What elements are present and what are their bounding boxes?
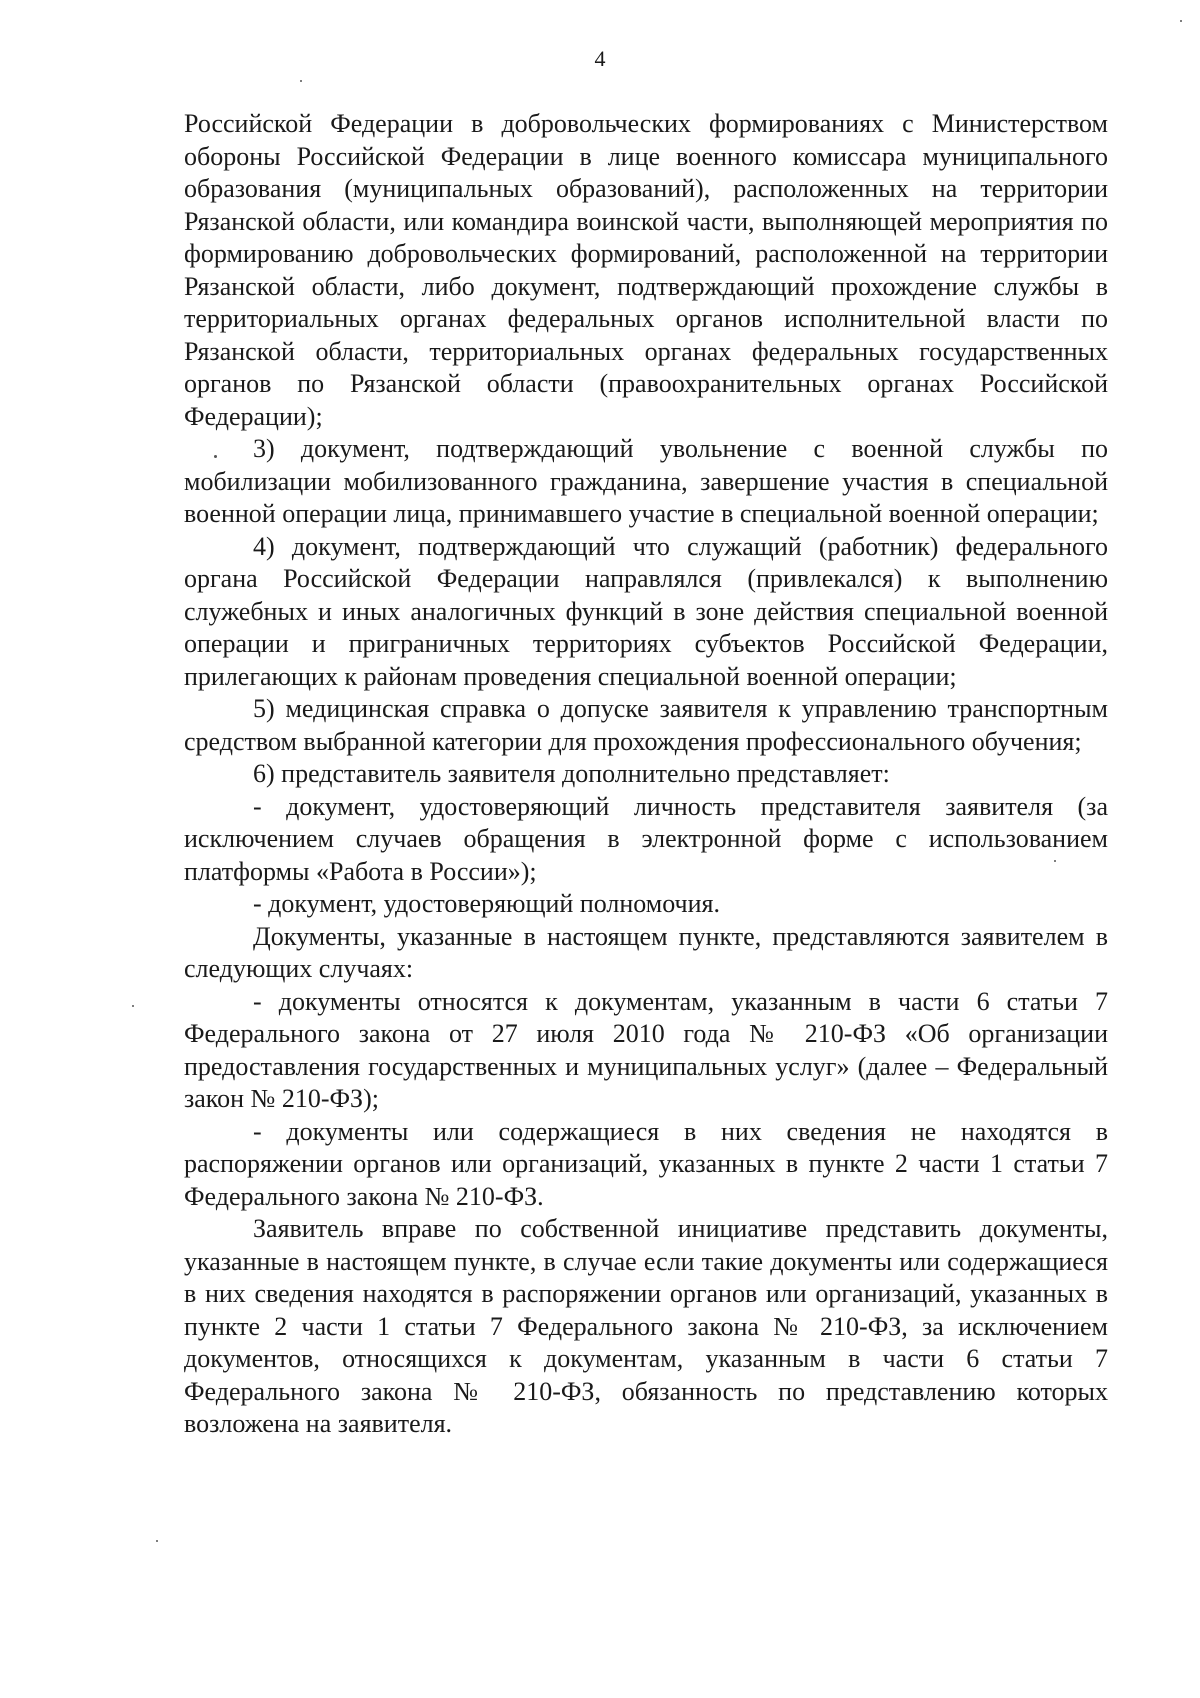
scan-speck [132, 1005, 134, 1007]
paragraph-documents-cases: Документы, указанные в настоящем пункте, представляются заявителем в следующих случаях: [184, 921, 1108, 983]
paragraph-applicant-initiative: Заявитель вправе по собственной инициативе представить документы, указанные в настоящем пункте, в случае если такие документы или содержащиеся в них сведения находятся в распоряжении органов или организаций, указанных в пункте 2 части 1 статьи 7 Федерального закона № 210-ФЗ, за исключением документов, относящихся к документам, указанным в части 6 статьи 7 Федерального закона № 210-ФЗ, обязанность по представлению которых возложена на заявителя. [184, 1214, 1108, 1438]
paragraph-dash-part-6: - документы относятся к документам, указанным в части 6 статьи 7 Федерального закона от 27 июля 2010 года № 210-ФЗ «Об организации предоставления государственных и муниципальных услуг» (далее – Федеральный закон № 210-ФЗ); [184, 986, 1108, 1113]
paragraph-dash-identity-document: - документ, удостоверяющий личность представителя заявителя (за исключением случаев обращения в электронной форме с использованием платформы «Работа в России»); [184, 791, 1108, 886]
scan-speck [214, 455, 217, 458]
paragraph-item-4: 4) документ, подтверждающий что служащий (работник) федерального органа Российской Федерации направлялся (привлекался) к выполнению служебных и иных аналогичных функций в зоне действия специальной военной операции и приграничных территориях субъектов Российской Федерации, прилегающих к районам проведения специальной военной операции; [184, 531, 1108, 691]
scan-speck [300, 80, 302, 82]
paragraph-dash-authority-document: - документ, удостоверяющий полномочия. [253, 889, 721, 918]
paragraph-item-6: 6) представитель заявителя дополнительно представляет: [253, 759, 890, 788]
scan-speck [1054, 860, 1056, 862]
paragraph-item-5: 5) медицинская справка о допуске заявителя к управлению транспортным средством выбранной категории для прохождения профессионального обучения; [184, 694, 1108, 756]
paragraph-dash-not-in-possession: - документы или содержащиеся в них сведения не находятся в распоряжении органов или организаций, указанных в пункте 2 части 1 статьи 7 Федерального закона № 210-ФЗ. [184, 1116, 1108, 1211]
paragraph-continuation: Российской Федерации в добровольческих формированиях с Министерством обороны Российской Федерации в лице военного комиссара муниципального образования (муниципальных образований), расположенных на территории Рязанской области, или командира воинской части, выполняющей мероприятия по формированию добровольческих формирований, расположенной на территории Рязанской области, либо документ, подтверждающий прохождение службы в территориальных органах федеральных органов исполнительной власти по Рязанской области, территориальных органах федеральных государственных органов по Рязанской области (правоохранительных органах Российской Федерации); [184, 109, 1108, 431]
scan-speck [156, 1540, 158, 1542]
paragraph-item-3: 3) документ, подтверждающий увольнение с военной службы по мобилизации мобилизованного гражданина, завершение участия в специальной военной операции лица, принимавшего участие в специальной военной операции; [184, 434, 1108, 528]
document-body [184, 108, 1108, 1441]
page-number: 4 [594, 46, 606, 71]
scan-speck [1180, 20, 1182, 22]
